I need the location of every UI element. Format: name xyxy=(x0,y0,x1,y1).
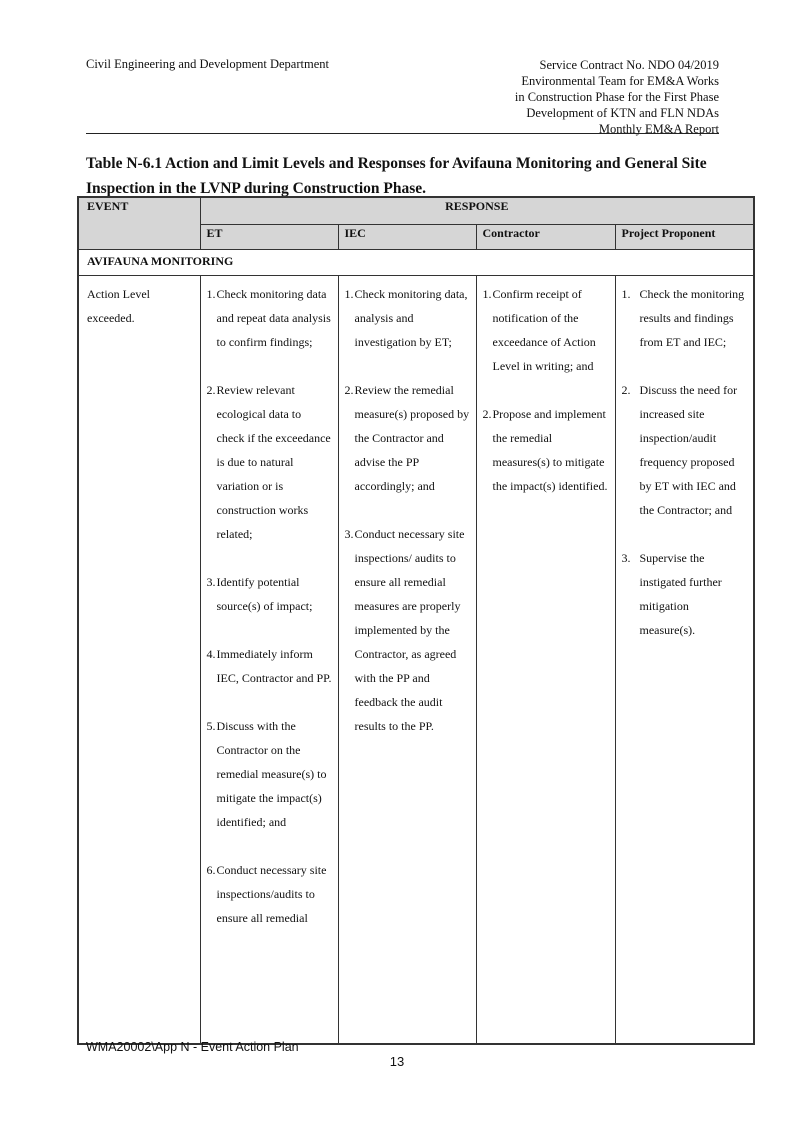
list-item: 1. Check monitoring data, analysis and investigation by ET; xyxy=(344,287,468,349)
list-item: 1. Confirm receipt of notification of the exceedance of Action Level in writing; and xyxy=(482,287,596,373)
table-title: Table N-6.1 Action and Limit Levels and Responses for Avifauna Monitoring and General Site Inspection in the LVNP during Construction Phase. xyxy=(86,155,707,197)
header-line: in Construction Phase for the First Phase xyxy=(514,90,719,104)
column-header-iec: IEC xyxy=(338,225,476,250)
event-header: EVENT xyxy=(78,197,200,250)
header-contract-info xyxy=(419,57,719,137)
column-header-et: ET xyxy=(200,225,338,250)
header-line: Development of KTN and FLN NDAs xyxy=(526,106,719,120)
list-item: 1. Check the monitoring results and findings from ET and IEC; xyxy=(621,287,745,349)
project-proponent-response-cell xyxy=(615,276,754,1045)
header-line: Monthly EM&A Report xyxy=(598,122,719,136)
section-avifauna-monitoring: AVIFAUNA MONITORING xyxy=(78,250,754,276)
list-item: 3. Identify potential source(s) of impact; xyxy=(206,575,313,613)
header-divider xyxy=(86,133,719,134)
column-header-contractor: Contractor xyxy=(476,225,615,250)
list-item: 3. Conduct necessary site inspections/ audits to ensure all remedial measures are properly implemented by the Contractor, as agreed with the PP and feedback the audit results to the PP. xyxy=(344,527,465,733)
header-department: Civil Engineering and Development Department xyxy=(86,57,329,71)
header-line: Environmental Team for EM&A Works xyxy=(521,74,719,88)
list-item: 2. Propose and implement the remedial measures(s) to mitigate the impact(s) identified. xyxy=(482,407,608,493)
list-item: 1. Check monitoring data and repeat data analysis to confirm findings; xyxy=(206,287,331,349)
iec-response-cell xyxy=(338,276,476,1045)
contractor-response-cell xyxy=(476,276,615,1045)
list-item: 2. Review relevant ecological data to check if the exceedance is due to natural variation or is construction works related; xyxy=(206,383,331,541)
list-item: 4. Immediately inform IEC, Contractor and PP. xyxy=(206,647,332,685)
event-action-table xyxy=(77,196,755,1045)
list-item: 5. Discuss with the Contractor on the remedial measure(s) to mitigate the impact(s) identified; and xyxy=(206,719,327,829)
footer-document-path: WMA20002\App N - Event Action Plan xyxy=(86,1040,299,1054)
response-header: RESPONSE xyxy=(200,197,754,225)
header-line: Service Contract No. NDO 04/2019 xyxy=(539,58,719,72)
list-item: 3. Supervise the instigated further mitigation measure(s). xyxy=(621,551,722,637)
list-item: 2. Discuss the need for increased site inspection/audit frequency proposed by ET with IEC and the Contractor; and xyxy=(621,383,738,517)
table-row xyxy=(78,276,754,1045)
list-item: 6. Conduct necessary site inspections/audits to ensure all remedial xyxy=(206,863,327,925)
page-number: 13 xyxy=(389,1054,405,1069)
list-item: 2. Review the remedial measure(s) proposed by the Contractor and advise the PP accordingly; and xyxy=(344,383,470,493)
event-cell: Action Level exceeded. xyxy=(78,276,200,1045)
column-header-project-proponent: Project Proponent xyxy=(615,225,754,250)
et-response-cell xyxy=(200,276,338,1045)
